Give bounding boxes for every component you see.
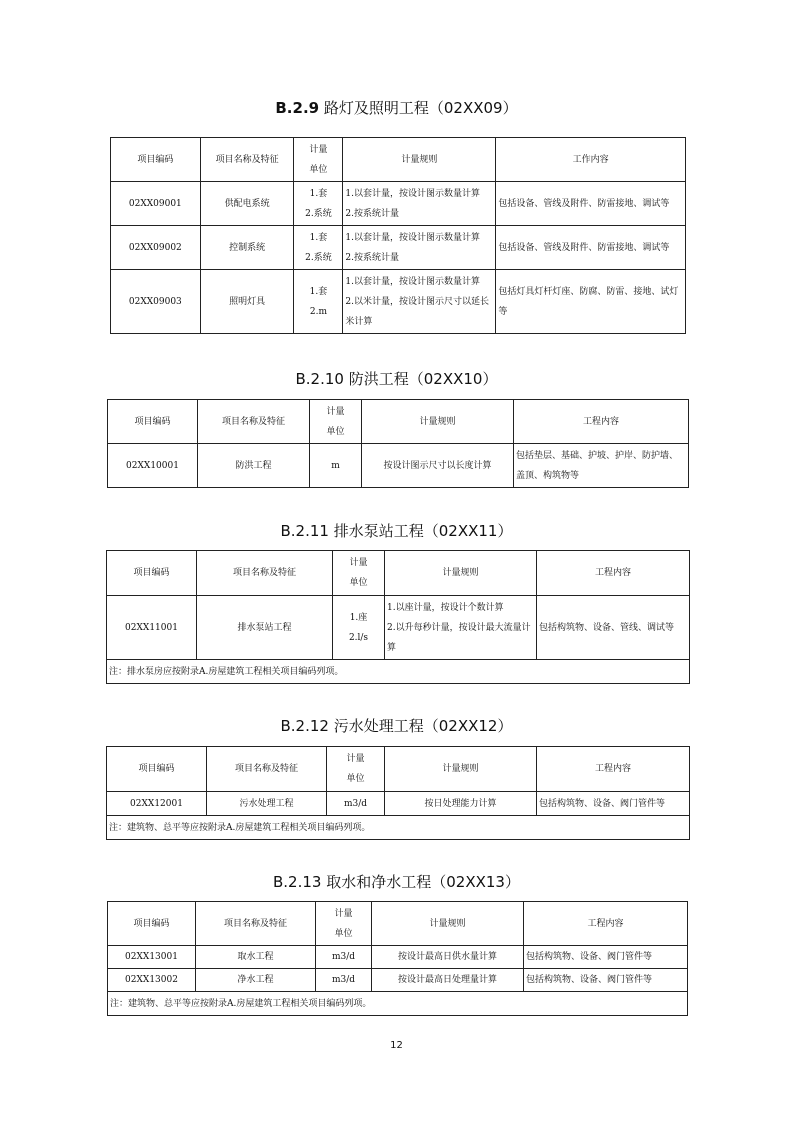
cell-unit: m — [310, 444, 362, 488]
cell-content: 包括灯具灯杆灯座、防腐、防雷、接地、试灯等 — [496, 270, 686, 334]
section-name: 取水和净水工程（02XX13） — [326, 873, 520, 891]
header-content: 工程内容 — [514, 400, 689, 444]
table-b29 — [110, 137, 686, 334]
table-note-row — [107, 660, 690, 684]
table-note: 注：建筑物、总平等应按附录A.房屋建筑工程相关项目编码列项。 — [107, 816, 690, 840]
cell-content: 包括构筑物、设备、阀门管件等 — [524, 946, 688, 969]
cell-name: 照明灯具 — [200, 270, 294, 334]
header-unit — [333, 551, 385, 596]
section-title-b210 — [0, 368, 793, 389]
unit-line: 2.m — [309, 306, 327, 317]
header-name: 项目名称及特征 — [200, 138, 294, 182]
cell-content: 包括构筑物、设备、阀门管件等 — [537, 792, 690, 816]
table-b212 — [106, 746, 690, 840]
cell-rule: 按日处理能力计算 — [385, 792, 537, 816]
cell-unit — [333, 596, 385, 660]
rule-line: 1.以套计量，按设计图示数量计算 — [345, 232, 480, 243]
unit-line: 2.系统 — [305, 208, 332, 219]
cell-name: 供配电系统 — [200, 182, 294, 226]
table-b210 — [107, 399, 689, 488]
cell-code: 02XX09003 — [111, 270, 201, 334]
section-title-b211 — [0, 520, 793, 541]
header-content: 工程内容 — [524, 902, 688, 946]
cell-code: 02XX09001 — [111, 182, 201, 226]
header-unit-text: 计量单位 — [346, 754, 365, 784]
table-header-row — [107, 747, 690, 792]
table-row — [108, 946, 688, 969]
cell-rule: 按设计最高日处理量计算 — [372, 969, 524, 992]
section-number: B.2.9 — [275, 99, 320, 117]
cell-unit — [294, 270, 343, 334]
header-unit-text: 计量单位 — [334, 908, 353, 939]
table-row — [111, 270, 686, 334]
rule-line: 2.以米计量，按设计图示尺寸以延长米计算 — [345, 296, 489, 327]
section-title-b212 — [0, 715, 793, 736]
rule-line: 2.以升每秒计量，按设计最大流量计算 — [387, 622, 531, 653]
header-unit-text: 计量单位 — [326, 406, 345, 437]
rule-line: 2.按系统计量 — [345, 252, 399, 263]
table-row — [107, 596, 690, 660]
header-unit — [316, 902, 372, 946]
table-note: 注：排水泵房应按附录A.房屋建筑工程相关项目编码列项。 — [107, 660, 690, 684]
section-number: B.2.12 — [280, 717, 329, 735]
cell-content: 包括设备、管线及附件、防雷接地、调试等 — [496, 226, 686, 270]
section-title-b213 — [0, 871, 793, 892]
cell-name: 控制系统 — [200, 226, 294, 270]
header-rule: 计量规则 — [343, 138, 496, 182]
section-name: 防洪工程（02XX10） — [348, 370, 498, 388]
header-unit — [310, 400, 362, 444]
section-title-b29 — [0, 97, 793, 118]
cell-name: 净水工程 — [196, 969, 316, 992]
unit-line: 1.套 — [309, 286, 328, 297]
header-unit-text: 计量单位 — [309, 144, 328, 175]
header-content: 工程内容 — [537, 551, 690, 596]
cell-name: 排水泵站工程 — [197, 596, 333, 660]
table-header-row — [108, 902, 688, 946]
cell-rule — [343, 270, 496, 334]
header-rule: 计量规则 — [362, 400, 514, 444]
header-name: 项目名称及特征 — [197, 551, 333, 596]
table-note-row — [108, 992, 688, 1016]
table-row — [107, 792, 690, 816]
cell-rule: 按设计图示尺寸以长度计算 — [362, 444, 514, 488]
cell-name: 取水工程 — [196, 946, 316, 969]
table-row — [111, 182, 686, 226]
cell-content: 包括构筑物、设备、管线、调试等 — [537, 596, 690, 660]
section-number: B.2.11 — [280, 522, 329, 540]
cell-rule: 按设计最高日供水量计算 — [372, 946, 524, 969]
cell-code: 02XX13001 — [108, 946, 196, 969]
cell-rule — [343, 226, 496, 270]
table-header-row — [108, 400, 689, 444]
unit-line: 1.套 — [309, 232, 328, 243]
cell-rule — [385, 596, 537, 660]
cell-content: 包括构筑物、设备、阀门管件等 — [524, 969, 688, 992]
rule-line: 1.以套计量，按设计图示数量计算 — [345, 276, 480, 287]
section-number: B.2.10 — [295, 370, 344, 388]
cell-name: 污水处理工程 — [207, 792, 327, 816]
header-code: 项目编码 — [108, 902, 196, 946]
table-row — [108, 969, 688, 992]
section-name: 排水泵站工程（02XX11） — [333, 522, 513, 540]
header-rule: 计量规则 — [385, 551, 537, 596]
table-header-row — [107, 551, 690, 596]
header-name: 项目名称及特征 — [196, 902, 316, 946]
table-header-row — [111, 138, 686, 182]
header-unit — [327, 747, 385, 792]
cell-name: 防洪工程 — [198, 444, 310, 488]
section-number: B.2.13 — [273, 873, 322, 891]
cell-code: 02XX10001 — [108, 444, 198, 488]
cell-content: 包括设备、管线及附件、防雷接地、调试等 — [496, 182, 686, 226]
header-rule: 计量规则 — [372, 902, 524, 946]
cell-unit: m3/d — [316, 946, 372, 969]
header-name: 项目名称及特征 — [198, 400, 310, 444]
rule-line: 2.按系统计量 — [345, 208, 399, 219]
unit-line: 1.座 — [349, 612, 368, 623]
header-code: 项目编码 — [107, 551, 197, 596]
header-content: 工程内容 — [537, 747, 690, 792]
rule-line: 1.以座计量，按设计个数计算 — [387, 602, 504, 613]
section-name: 污水处理工程（02XX12） — [333, 717, 513, 735]
cell-unit — [294, 182, 343, 226]
cell-unit: m3/d — [316, 969, 372, 992]
header-name: 项目名称及特征 — [207, 747, 327, 792]
table-note: 注：建筑物、总平等应按附录A.房屋建筑工程相关项目编码列项。 — [108, 992, 688, 1016]
page-number: 12 — [390, 1040, 403, 1051]
cell-unit: m3/d — [327, 792, 385, 816]
unit-line: 2.系统 — [305, 252, 332, 263]
header-code: 项目编码 — [111, 138, 201, 182]
rule-line: 1.以套计量，按设计图示数量计算 — [345, 188, 480, 199]
header-code: 项目编码 — [108, 400, 198, 444]
table-row — [108, 444, 689, 488]
section-name: 路灯及照明工程（02XX09） — [323, 99, 518, 117]
cell-code: 02XX11001 — [107, 596, 197, 660]
cell-rule — [343, 182, 496, 226]
table-row — [111, 226, 686, 270]
cell-code: 02XX13002 — [108, 969, 196, 992]
cell-unit — [294, 226, 343, 270]
table-b213 — [107, 901, 688, 1016]
header-unit — [294, 138, 343, 182]
header-rule: 计量规则 — [385, 747, 537, 792]
cell-code: 02XX09002 — [111, 226, 201, 270]
unit-line: 2.l/s — [348, 632, 369, 643]
cell-code: 02XX12001 — [107, 792, 207, 816]
cell-content: 包括垫层、基础、护坡、护岸、防护墙、盖顶、构筑物等 — [514, 444, 689, 488]
header-unit-text: 计量单位 — [349, 558, 368, 588]
table-b211 — [106, 550, 690, 684]
header-content: 工作内容 — [496, 138, 686, 182]
table-note-row — [107, 816, 690, 840]
unit-line: 1.套 — [309, 188, 328, 199]
header-code: 项目编码 — [107, 747, 207, 792]
